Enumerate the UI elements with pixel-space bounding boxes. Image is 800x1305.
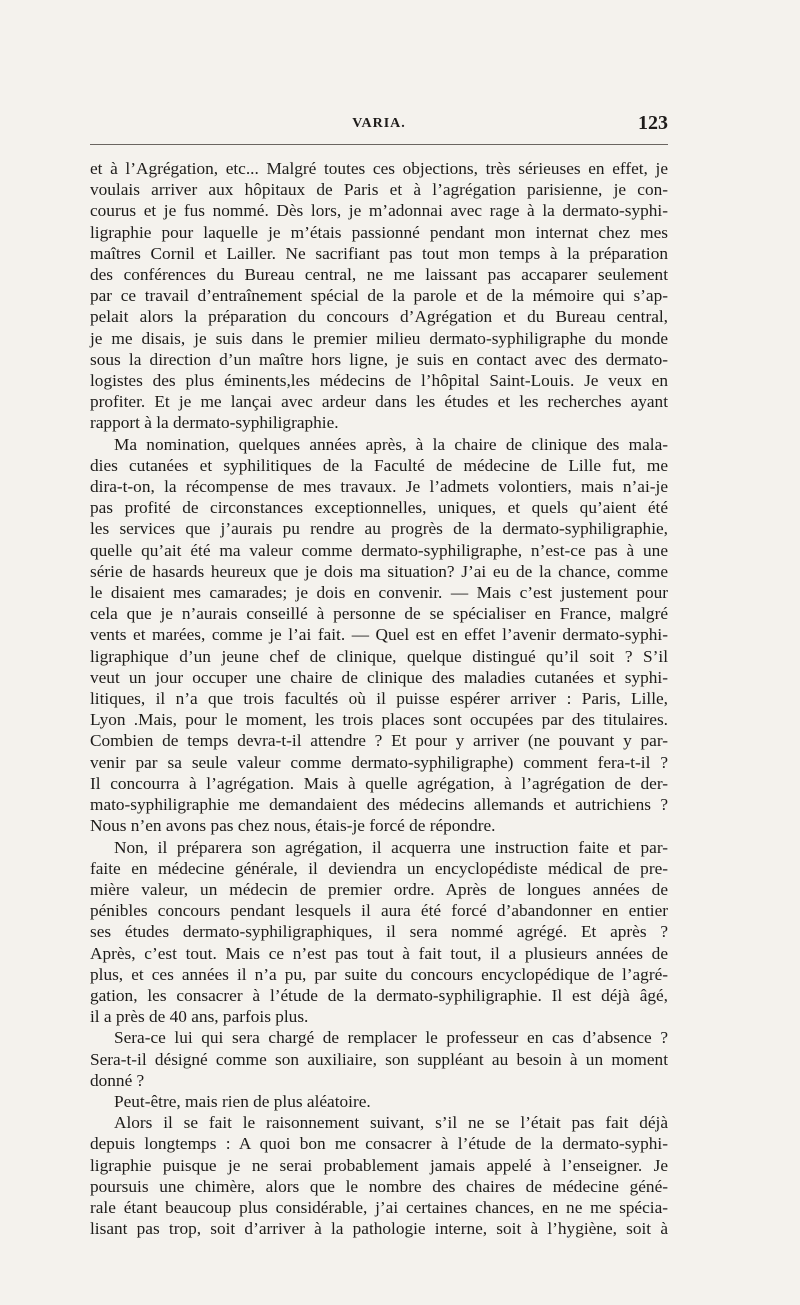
text-line: plus, et ces années il n’a pu, par suite du concours encyclopédique de l’agré- (90, 964, 668, 984)
text-line: vents et marées, comme je l’ai fait. — Quel est en effet l’avenir dermato-syphi- (90, 625, 668, 645)
text-line: depuis longtemps : A quoi bon me consacrer à l’étude de la dermato-syphi- (90, 1134, 668, 1154)
text-line: gation, les consacrer à l’étude de la dermato-syphiligraphie. Il est déjà âgé, (90, 985, 668, 1005)
text-line: Sera-t-il désigné comme son auxiliaire, son suppléant au besoin à un moment (90, 1049, 668, 1069)
text-line: Sera-ce lui qui sera chargé de remplacer le professeur en cas d’absence ? (114, 1028, 668, 1048)
text-line: Non, il préparera son agrégation, il acquerra une instruction faite et par- (114, 837, 668, 857)
text-line: pas profité de circonstances exceptionnelles, uniques, et quels qu’aient été (90, 498, 668, 518)
text-line: quelle qu’ait été ma valeur comme dermato-syphiligraphe, n’est-ce pas à une (90, 540, 668, 560)
text-line: voulais arriver aux hôpitaux de Paris et à l’agrégation parisienne, je con- (90, 180, 668, 200)
text-line: et à l’Agrégation, etc... Malgré toutes ces objections, très sérieuses en effet, je (90, 159, 668, 178)
text-line: mière valeur, un médecin de premier ordre. Après de longues années de (90, 879, 668, 899)
text-line: Combien de temps devra-t-il attendre ? Et pour y arriver (ne pouvant y par- (90, 731, 668, 751)
paragraph (90, 1091, 668, 1112)
text-line: par ce travail d’entraînement spécial de la parole et de la mémoire qui s’ap- (90, 286, 668, 306)
paragraph (90, 1027, 668, 1091)
text-line: cela que je n’aurais conseillé à personne de se spécialiser en France, malgré (90, 604, 668, 624)
paragraph (90, 158, 668, 434)
text-line: Alors il se fait le raisonnement suivant, s’il ne se l’était pas fait déjà (114, 1113, 668, 1133)
text-line: les services que j’aurais pu rendre au progrès de la dermato-syphiligraphie, (90, 519, 668, 539)
text-line: dies cutanées et syphilitiques de la Faculté de médecine de Lille fut, me (90, 455, 668, 475)
text-line: il a près de 40 ans, parfois plus. (90, 1007, 309, 1027)
text-line: le disaient mes camarades; je dois en convenir. — Mais c’est justement pour (90, 583, 668, 603)
text-line: Il concourra à l’agrégation. Mais à quelle agrégation, à l’agrégation de der- (90, 773, 668, 793)
text-line: sous la direction d’un maître hors ligne, je suis en contact avec des dermato- (90, 349, 668, 369)
text-line: dira-t-on, la récompense de mes travaux. Je l’admets volontiers, mais n’ai-je (90, 477, 668, 497)
text-line: courus et je fus nommé. Dès lors, je m’adonnai avec rage à la dermato-syphi- (90, 201, 668, 221)
text-line: Peut-être, mais rien de plus aléatoire. (114, 1091, 371, 1111)
header-rule (90, 144, 668, 145)
text-line: Lyon .Mais, pour le moment, les trois places sont occupées par des titulaires. (90, 710, 668, 730)
text-line: logistes des plus éminents,les médecins de l’hôpital Saint-Louis. Je veux en (90, 371, 668, 391)
text-line: ligraphie pour laquelle je m’étais passionné pendant mon internat chez mes (90, 222, 668, 242)
text-line: Nous n’en avons pas chez nous, étais-je forcé de répondre. (90, 816, 496, 836)
running-header (90, 112, 668, 142)
text-line: Après, c’est tout. Mais ce n’est pas tout à fait tout, il a plusieurs années de (90, 943, 668, 963)
paragraph (90, 434, 668, 837)
text-line: je me disais, je suis dans le premier milieu dermato-syphiligraphe du monde (90, 328, 668, 348)
text-line: lisant pas trop, soit d’arriver à la pathologie interne, soit à l’hygiène, soit à (90, 1219, 668, 1239)
text-line: rapport à la dermato-syphiligraphie. (90, 413, 339, 433)
text-line: veut un jour occuper une chaire de clinique des maladies cutanées et syphi- (90, 667, 668, 687)
text-line: ses études dermato-syphiligraphiques, il sera nommé agrégé. Et après ? (90, 922, 668, 942)
text-line: litiques, il n’a que trois facultés où il puisse espérer arriver : Paris, Lille, (90, 689, 668, 709)
text-line: des conférences du Bureau central, ne me laissant pas accaparer seulement (90, 265, 668, 285)
text-line: ligraphie puisque je ne serai probablement jamais appelé à l’enseigner. Je (90, 1155, 668, 1175)
text-line: pelait alors la préparation du concours d’Agrégation et du Bureau central, (90, 307, 668, 327)
text-line: mato-syphiligraphie me demandaient des médecins allemands et autrichiens ? (90, 795, 668, 815)
text-line: Ma nomination, quelques années après, à la chaire de clinique des mala- (114, 434, 668, 454)
body-text (90, 158, 668, 1239)
text-line: rale étant beaucoup plus considérable, j’ai certaines chances, en ne me spécia- (90, 1197, 668, 1217)
text-line: poursuis une chimère, alors que le nombre des chaires de médecine géné- (90, 1176, 668, 1196)
paragraph (90, 837, 668, 1028)
text-line: venir par sa seule valeur comme dermato-syphiligraphe) comment fera-t-il ? (90, 752, 668, 772)
paragraph (90, 1112, 668, 1239)
text-line: maîtres Cornil et Lailler. Ne sacrifiant pas tout mon temps à la préparation (90, 243, 668, 263)
text-line: faite en médecine générale, il deviendra un encyclopédiste médical de pre- (90, 858, 668, 878)
page-number: 123 (638, 112, 668, 134)
running-title: VARIA. (352, 116, 406, 131)
text-line: donné ? (90, 1070, 145, 1090)
text-line: série de hasards heureux que je dois ma situation? J’ai eu de la chance, comme (90, 561, 668, 581)
text-line: ligraphique d’un jeune chef de clinique, quelque distingué qu’il soit ? S’il (90, 646, 668, 666)
text-line: profiter. Et je me lançai avec ardeur dans les études et les recherches ayant (90, 392, 668, 412)
text-line: pénibles concours pendant lesquels il aura été forcé d’abandonner en entier (90, 901, 668, 921)
